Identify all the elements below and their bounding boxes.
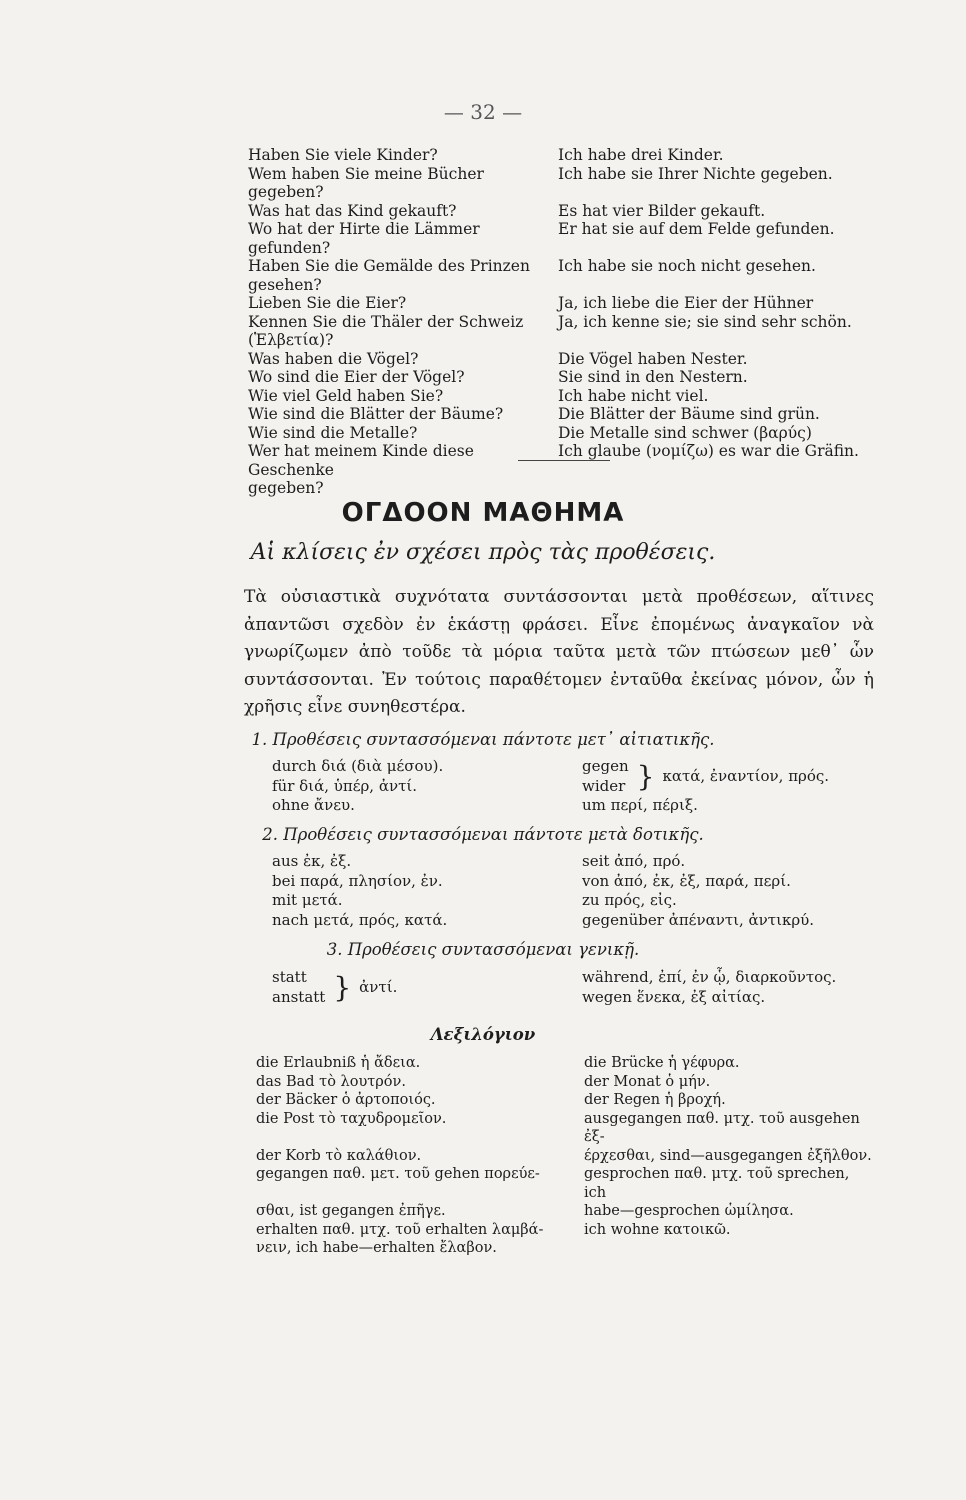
vocabulary-entry: die Brücke ἡ γέφυρα. — [584, 1055, 740, 1071]
answer-text: Die Metalle sind schwer (βαρύς) — [558, 423, 812, 442]
question-text: Was haben die Vögel? — [248, 349, 419, 368]
vocabulary-row — [256, 1091, 876, 1110]
vocabulary-entry — [584, 1239, 876, 1258]
answer-text: Ich habe sie Ihrer Nichte gegeben. — [558, 164, 833, 183]
question-text: Wo hat der Hirte die Lämmer gefunden? — [248, 220, 480, 257]
section-2-list — [272, 852, 832, 930]
answer-text — [558, 331, 848, 350]
qa-row — [248, 146, 848, 165]
section-3-list — [272, 968, 837, 1007]
qa-row — [248, 165, 848, 202]
page-number: — 32 — — [443, 100, 523, 124]
qa-row — [248, 387, 848, 406]
question-text: Haben Sie viele Kinder? — [248, 146, 438, 164]
answer-text: Ich glaube (νομίζω) es war die Gräfin. — [558, 442, 859, 460]
preposition-entry: von ἀπό, ἐκ, ἐξ, παρά, περί. — [582, 871, 791, 890]
preposition-entry: aus ἐκ, ἐξ. — [272, 852, 352, 870]
qa-row — [248, 331, 848, 350]
vocabulary-entry: der Regen ἡ βροχή. — [584, 1092, 726, 1108]
question-text: Was hat das Kind gekauft? — [248, 201, 457, 220]
answer-text: Sie sind in den Nestern. — [558, 368, 748, 386]
preposition-entry: gegen — [582, 757, 629, 775]
vocabulary-entry: ausgegangen παθ. μτχ. τοῦ ausgehen ἐξ- — [584, 1110, 860, 1145]
vocabulary-entry: erhalten παθ. μτχ. τοῦ erhalten λαμβά- — [256, 1221, 544, 1238]
vocabulary-list — [256, 1054, 876, 1258]
qa-row — [248, 202, 848, 221]
preposition-meaning: ἀντί. — [359, 977, 398, 996]
answer-text: Ich habe nicht viel. — [558, 386, 709, 405]
section-3-heading: 3. Προθέσεις συντασσόμεναι γενικῇ. — [326, 940, 640, 959]
preposition-entry: während, ἐπί, ἐν ᾧ, διαρκοῦντος. — [582, 968, 837, 986]
lesson-title: ΟΓΔΟΟΝ ΜΑΘΗΜΑ — [341, 498, 625, 528]
answer-text: Ja, ich kenne sie; sie sind sehr schön. — [558, 312, 852, 331]
preposition-entry: statt — [272, 968, 307, 986]
vocabulary-entry: der Korb τὸ καλάθιον. — [256, 1147, 422, 1164]
section-1-list — [272, 757, 832, 816]
answer-text: Die Vögel haben Nester. — [558, 349, 748, 368]
vocabulary-entry: ich wohne κατοικῶ. — [584, 1221, 731, 1238]
preposition-entry: durch διά (διὰ μέσου). — [272, 757, 444, 775]
answer-text: Er hat sie auf dem Felde gefunden. — [558, 220, 835, 238]
qa-row — [248, 257, 848, 276]
brace: } — [636, 759, 655, 793]
vocabulary-entry: gegangen παθ. μετ. τοῦ gehen πορεύε- — [256, 1166, 540, 1182]
preposition-entry: gegenüber ἀπέναντι, ἀντικρύ. — [582, 910, 815, 929]
vocabulary-entry: έρχεσθαι, sind—ausgegangen ἐξῆλθον. — [584, 1147, 872, 1164]
preposition-entry: um περί, πέριξ. — [582, 796, 698, 814]
lesson-subtitle: Αἱ κλίσεις ἐν σχέσει πρὸς τὰς προθέσεις. — [250, 540, 716, 565]
preposition-entry: für διά, ὑπέρ, ἀντί. — [272, 776, 418, 795]
qa-row — [248, 220, 848, 257]
preposition-entry: wider — [582, 776, 626, 795]
section-2-heading: 2. Προθέσεις συντασσόμεναι πάντοτε μετὰ δοτικῆς. — [262, 825, 704, 844]
question-text: Wie sind die Blätter der Bäume? — [248, 405, 504, 423]
question-text: gegeben? — [248, 479, 324, 497]
answer-text — [558, 479, 848, 498]
question-text: gesehen? — [248, 275, 322, 294]
question-text: Wie viel Geld haben Sie? — [248, 386, 444, 405]
vocabulary-entry: der Monat ὁ μήν. — [584, 1073, 711, 1090]
question-text: Wem haben Sie meine Bücher gegeben? — [248, 164, 484, 201]
qa-row — [248, 350, 848, 369]
answer-text: Ja, ich liebe die Eier der Hühner — [558, 294, 814, 312]
preposition-entry: wegen ἕνεκα, ἐξ αἰτίας. — [582, 987, 766, 1006]
vocabulary-row — [256, 1221, 876, 1240]
vocabulary-row — [256, 1054, 876, 1073]
answer-text: Ich habe sie noch nicht gesehen. — [558, 257, 816, 275]
vocabulary-row — [256, 1147, 876, 1166]
answer-text: Ich habe drei Kinder. — [558, 146, 724, 164]
brace: } — [333, 970, 352, 1004]
section-divider — [518, 460, 610, 461]
question-text: Lieben Sie die Eier? — [248, 294, 407, 312]
qa-row — [248, 294, 848, 313]
vocabulary-entry: das Bad τὸ λουτρόν. — [256, 1073, 406, 1090]
answer-text: Die Blätter der Bäume sind grün. — [558, 405, 820, 423]
vocabulary-entry: σθαι, ist gegangen ἐπῆγε. — [256, 1203, 446, 1219]
section-1-heading: 1. Προθέσεις συντασσόμεναι πάντοτε μετ᾽ αἰτιατικῆς. — [251, 730, 715, 749]
vocabulary-row — [256, 1239, 876, 1258]
answer-text: Es hat vier Bilder gekauft. — [558, 201, 766, 220]
preposition-entry: nach μετά, πρός, κατά. — [272, 910, 448, 929]
answer-text — [558, 276, 848, 295]
intro-paragraph: Τὰ οὐσιαστικὰ συχνότατα συντάσσονται μετὰ προθέσεων, αἵτινες ἀπαντῶσι σχεδὸν ἐν ἑκάστῃ φράσει. Εἶνε ἐπομένως ἀναγκαῖον νὰ γνωρίζωμεν ἀπὸ τοῦδε τὰ μόρια ταῦτα μετὰ τῶν πτώσεων μεθ᾽ ὧν συντάσσονται. Ἐν τούτοις παραθέτομεν ἐνταῦθα ἐκείνας μόνον, ὧν ἡ χρῆσις εἶνε συνηθεστέρα. — [244, 587, 874, 717]
question-text: (Ἑλβετία)? — [248, 331, 334, 349]
question-text: Wo sind die Eier der Vögel? — [248, 368, 465, 386]
question-text: Wer hat meinem Kinde diese Geschenke — [248, 442, 474, 479]
vocabulary-title: Λεξιλόγιον — [430, 1025, 536, 1044]
qa-row — [248, 312, 852, 332]
question-text: Wie sind die Metalle? — [248, 423, 418, 442]
preposition-entry: seit ἀπό, πρό. — [582, 852, 686, 870]
question-text: Haben Sie die Gemälde des Prinzen — [248, 257, 530, 275]
vocabulary-row — [256, 1165, 876, 1202]
vocabulary-entry: der Bäcker ὁ ἀρτοποιός. — [256, 1092, 436, 1108]
question-answer-exercise — [248, 146, 859, 498]
qa-row — [248, 276, 848, 295]
vocabulary-row — [256, 1202, 876, 1221]
preposition-entry: bei παρά, πλησίον, ἐν. — [272, 871, 443, 890]
preposition-entry: anstatt — [272, 987, 326, 1006]
vocabulary-row — [256, 1110, 876, 1147]
preposition-entry: mit μετά. — [272, 891, 343, 909]
qa-row — [248, 424, 848, 443]
qa-row — [248, 368, 848, 387]
question-text: Kennen Sie die Thäler der Schweiz — [248, 312, 524, 331]
vocabulary-entry: die Post τὸ ταχυδρομεῖον. — [256, 1110, 447, 1127]
preposition-entry: zu πρός, εἰς. — [582, 891, 677, 909]
vocabulary-entry: habe—gesprochen ὡμίλησα. — [584, 1203, 794, 1219]
preposition-entry: ohne ἄνευ. — [272, 796, 355, 814]
qa-row — [248, 479, 848, 498]
preposition-meaning: κατά, ἐναντίον, πρός. — [662, 766, 830, 785]
vocabulary-entry: νειν, ich habe—erhalten ἔλαβον. — [256, 1240, 497, 1256]
qa-row — [248, 405, 848, 424]
vocabulary-row — [256, 1073, 876, 1092]
vocabulary-entry: gesprochen παθ. μτχ. τοῦ sprechen, ich — [584, 1166, 850, 1201]
vocabulary-entry: die Erlaubniß ἡ ἄδεια. — [256, 1055, 421, 1071]
